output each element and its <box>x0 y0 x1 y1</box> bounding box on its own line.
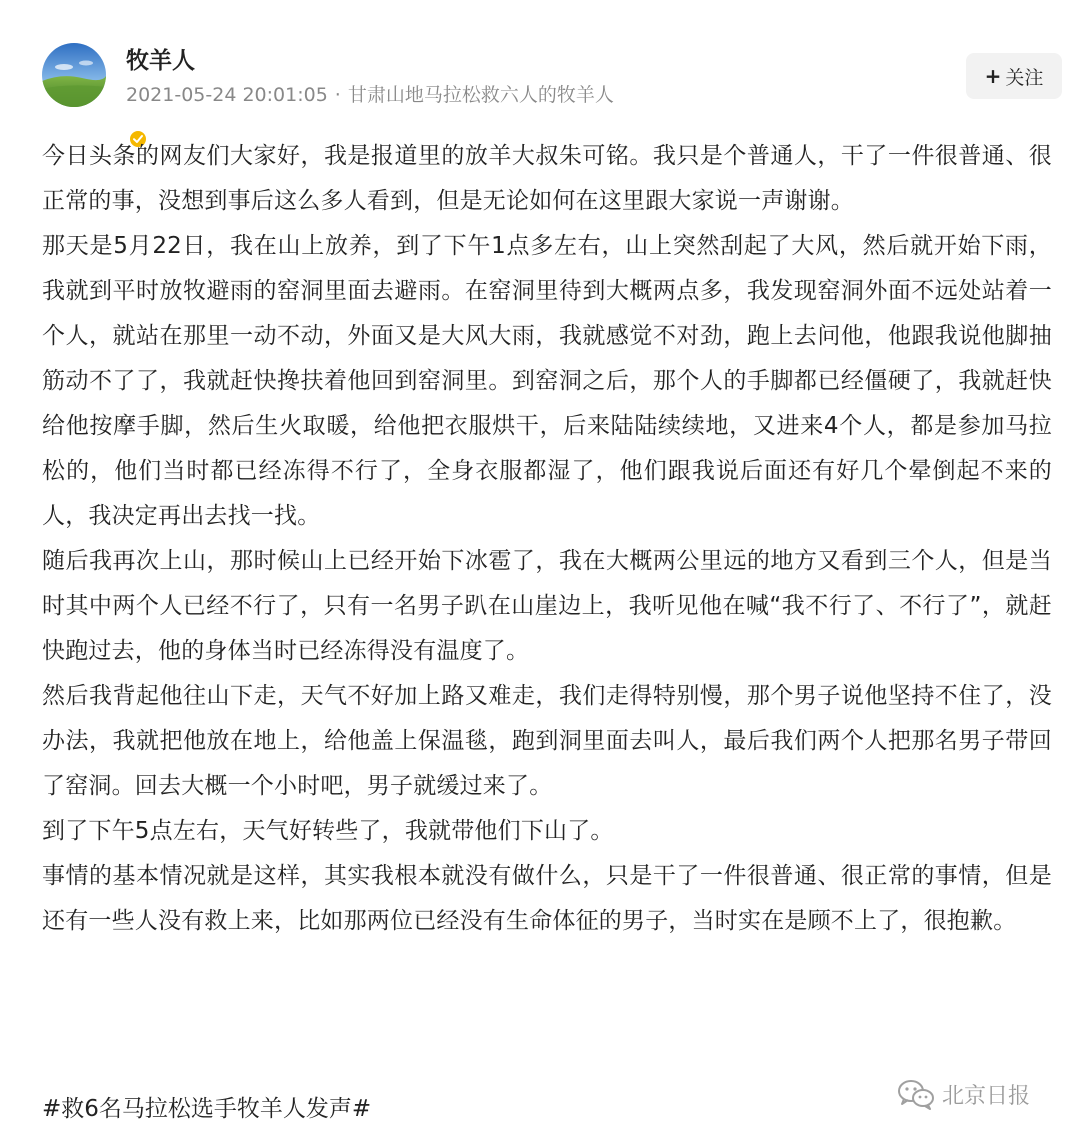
watermark-text: 北京日报 <box>942 1083 1031 1109</box>
post-paragraph: 事情的基本情况就是这样，其实我根本就没有做什么，只是干了一件很普通、很正常的事情，但是还有一些人没有救上来，比如那两位已经没有生命体征的男子，当时实在是顾不上了，很抱歉。 <box>42 863 1052 934</box>
avatar-image <box>42 43 106 107</box>
author-subtitle: 甘肃山地马拉松救六人的牧羊人 <box>347 84 614 106</box>
source-watermark <box>896 1076 1030 1112</box>
hashtag-link[interactable]: #救6名马拉松选手牧羊人发声# <box>42 1096 372 1122</box>
post-content <box>42 134 1052 944</box>
post-paragraph: 今日头条的网友们大家好，我是报道里的放羊大叔朱可铭。我只是个普通人，干了一件很普通、很正常的事，没想到事后这么多人看到，但是无论如何在这里跟大家说一声谢谢。 <box>42 143 1052 214</box>
plus-icon: + <box>984 64 1002 88</box>
post-paragraph: 到了下午5点左右，天气好转些了，我就带他们下山了。 <box>42 818 614 844</box>
post-paragraph: 然后我背起他往山下走，天气不好加上路又难走，我们走得特别慢，那个男子说他坚持不住了，没办法，我就把他放在地上，给他盖上保温毯，跑到洞里面去叫人，最后我们两个人把那名男子带回了窑洞。回去大概一个小时吧，男子就缓过来了。 <box>42 683 1052 799</box>
avatar[interactable] <box>42 43 106 107</box>
post-meta <box>126 83 614 107</box>
author-name[interactable]: 牧羊人 <box>126 48 195 74</box>
post-timestamp: 2021-05-24 20:01:05 <box>126 84 328 106</box>
post-paragraph: 随后我再次上山，那时候山上已经开始下冰雹了，我在大概两公里远的地方又看到三个人，但是当时其中两个人已经不行了，只有一名男子趴在山崖边上，我听见他在喊“我不行了、不行了”，就赶快跑过去，他的身体当时已经冻得没有温度了。 <box>42 548 1052 664</box>
follow-button[interactable] <box>966 53 1062 99</box>
wechat-icon <box>896 1078 936 1110</box>
follow-button-label: 关注 <box>1005 66 1044 89</box>
post-header <box>0 0 1080 120</box>
meta-separator: · <box>334 84 341 106</box>
post-paragraph: 那天是5月22日，我在山上放养，到了下午1点多左右，山上突然刮起了大风，然后就开始下雨，我就到平时放牧避雨的窑洞里面去避雨。在窑洞里待到大概两点多，我发现窑洞外面不远处站着一个人，就站在那里一动不动，外面又是大风大雨，我就感觉不对劲，跑上去问他，他跟我说他脚抽筋动不了了，我就赶快搀扶着他回到窑洞里。到窑洞之后，那个人的手脚都已经僵硬了，我就赶快给他按摩手脚，然后生火取暖，给他把衣服烘干，后来陆陆续续地，又进来4个人，都是参加马拉松的，他们当时都已经冻得不行了，全身衣服都湿了，他们跟我说后面还有好几个晕倒起不来的人，我决定再出去找一找。 <box>42 233 1052 529</box>
